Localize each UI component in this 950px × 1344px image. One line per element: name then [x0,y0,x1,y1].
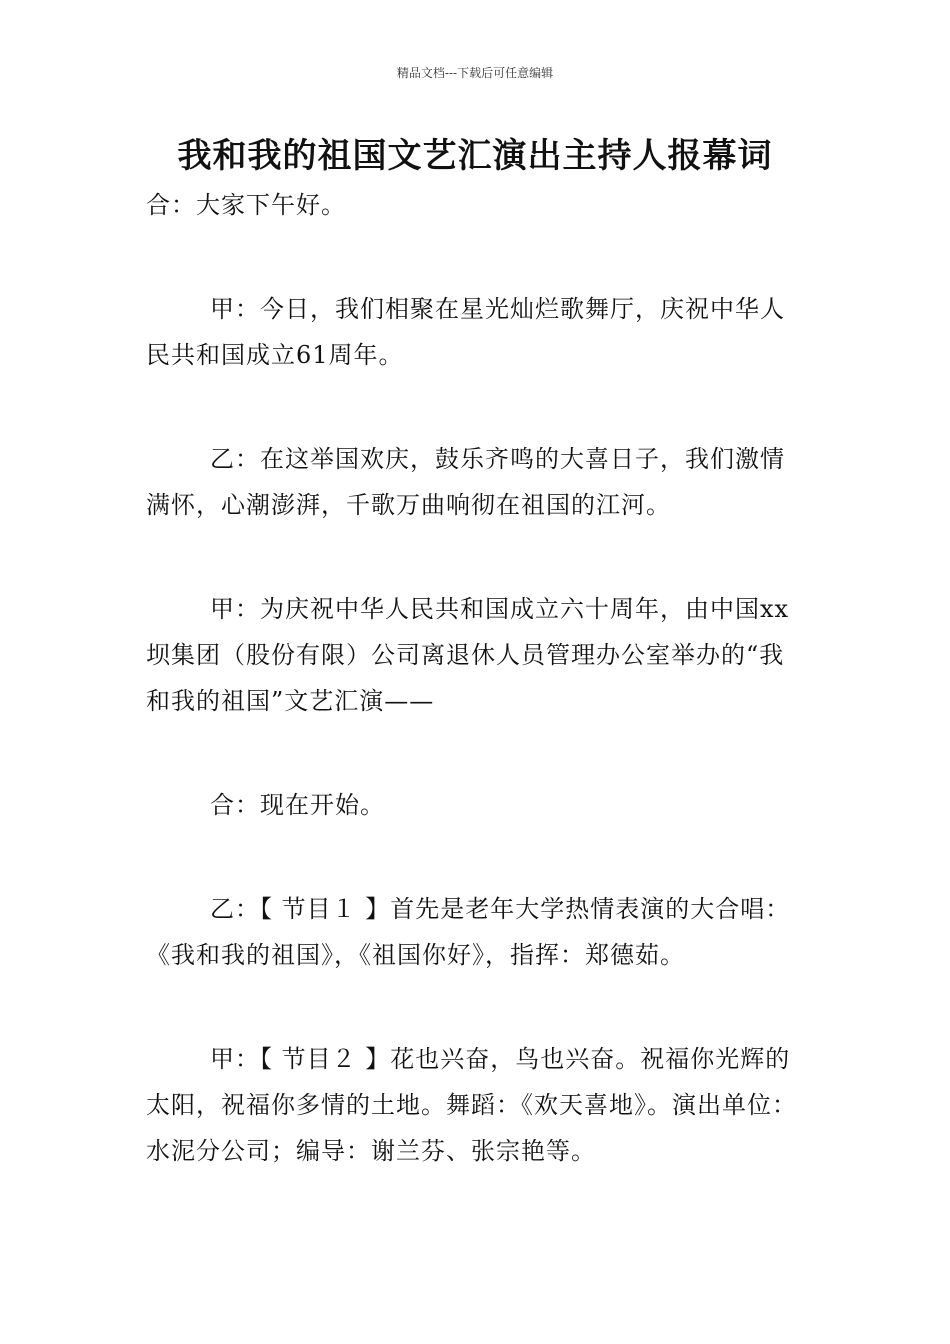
paragraph-he-start: 合：现在开始。 [210,791,385,819]
paragraph-gap [146,724,808,782]
paragraph-yi-1: 乙：在这举国欢庆，鼓乐齐鸣的大喜日子，我们激情满怀，心潮澎湃，千歌万曲响彻在祖国的江河。 [146,445,785,519]
document-body [146,182,808,1174]
document-title: 我和我的祖国文艺汇演出主持人报幕词 [177,136,773,176]
page-header: 精品文档---下载后可任意编辑 [396,66,554,80]
paragraph-jia-1: 甲：今日，我们相聚在星光灿烂歌舞厅，庆祝中华人民共和国成立61周年。 [146,295,785,369]
paragraph-opening: 合：大家下午好。 [146,191,346,219]
paragraph-program-2: 甲：【 节目２ 】花也兴奋，鸟也兴奋。祝福你光辉的太阳，祝福你多情的土地。舞蹈：《欢天喜地》。演出单位：水泥分公司；编导：谢兰芬、张宗艳等。 [146,1045,797,1165]
paragraph-gap [146,528,808,586]
paragraph-gap [146,228,808,286]
paragraph-jia-2: 甲：为庆祝中华人民共和国成立六十周年，由中国xx坝集团（股份有限）公司离退休人员管理办公室举办的“我和我的祖国”文艺汇演—— [146,595,790,715]
paragraph-gap [146,378,808,436]
paragraph-gap [146,828,808,886]
paragraph-gap [146,978,808,1036]
paragraph-program-1: 乙：【 节目１ 】首先是老年大学热情表演的大合唱：《我和我的祖国》，《祖国你好》，指挥：郑德茹。 [146,895,791,969]
